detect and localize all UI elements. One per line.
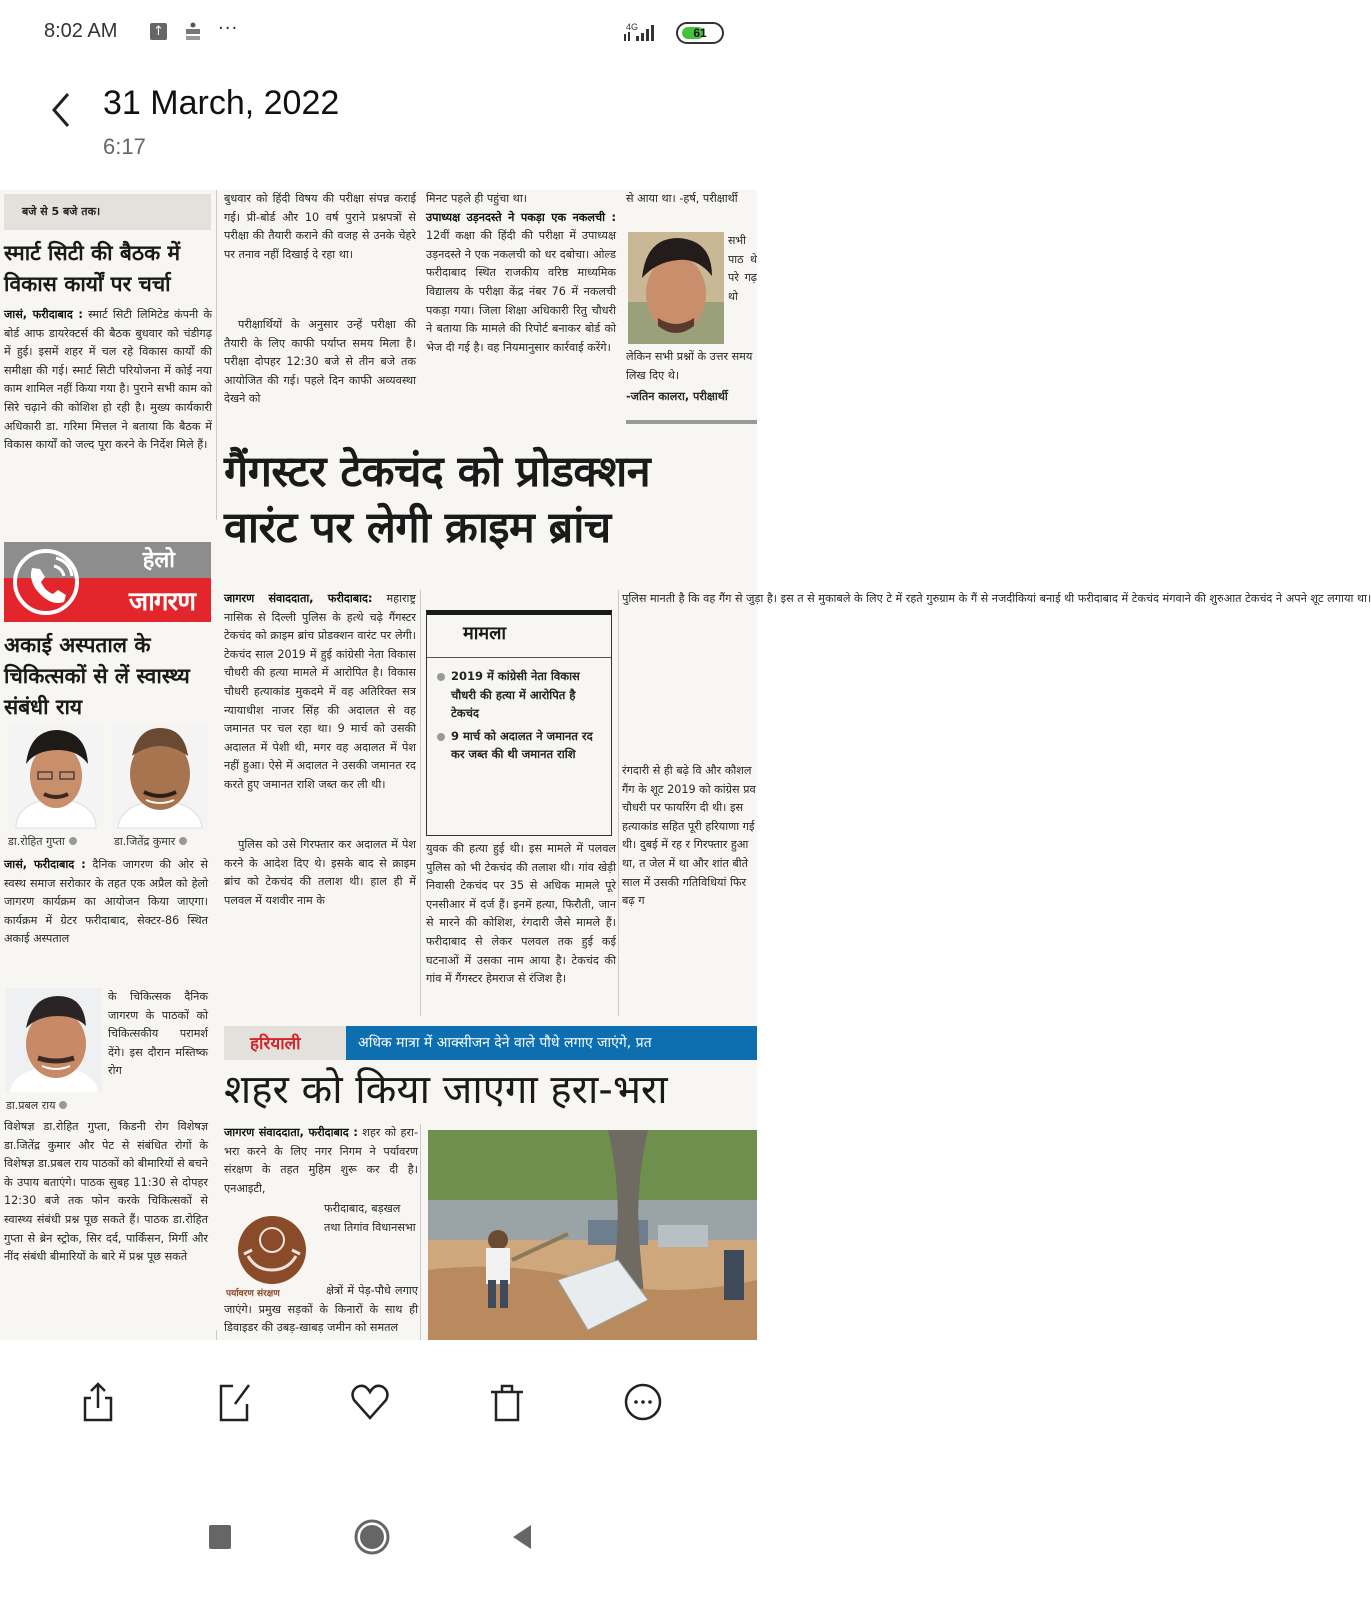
- smart-city-article: [4, 306, 212, 534]
- doctor-photo-prabal: [6, 988, 102, 1092]
- app-header: [0, 66, 757, 178]
- gangster-article-col3-p2: रंगदारी से ही बढ़े वि और कौशल गैंग के शूट 2019 को कांग्रेस प्रव चौधरी पर फायरिंग दी थी। इस हत्याकांड सहित पूरी हरियाणा गई थी। दुबई में रह र गिरफ्तार हुआ था, त जेल में था और शांत बीते साल में उसकी गतिविधियां फिर बढ़ ग: [622, 764, 756, 908]
- caption-rohit: डा.रोहित गुप्ता: [8, 834, 77, 849]
- plantation-photo: [428, 1130, 757, 1340]
- favorite-button[interactable]: [340, 1372, 400, 1432]
- edit-icon: [215, 1380, 255, 1424]
- hello-jagran-article-cont: विशेषज्ञ डा.रोहित गुप्ता, किडनी रोग विशेषज्ञ डा.जितेंद्र कुमार और पेट से संबंधित रोगों के विशेषज्ञ डा.प्रबल राय पाठकों को बीमारियों से बचने के उपाय बताएंगे। पाठक सुबह 11:30 से दोपहर 12:30 बजे तक फोन करके चिकित्सकों से स्वास्थ्य संबंधी प्रश्न पूछ सकते हैं। पाठक डा.रोहित गुप्ता से ब्रेन स्ट्रोक, सिर दर्द, पार्किंसन, मिर्गी और नींद संबंधी बीमारियों के बारे में प्रश्न पूछ सकते: [4, 1120, 208, 1264]
- gangster-dateline: जागरण संवाददाता, फरीदाबाद:: [224, 592, 373, 605]
- newspaper-app-icon: [183, 22, 203, 42]
- green-article-wrap: फरीदाबाद, बड़खल तथा तिगांव विधानसभा: [324, 1202, 416, 1234]
- battery-icon: [676, 22, 724, 44]
- gangster-article-col2: युवक की हत्या हुई थी। इस मामले में पलवल पुलिस को भी टेकचंद की तलाश थी। गांव खेड़ी निवासी टेकचंद पर 35 से अधिक मामले पूरे एनसीआर में दर्ज हैं। इनमें हत्या, फिरौती, जान से मारने की कोशिश, रंगदारी जैसे मामले हैं। फरीदाबाद से लेकर पलवल तक हुई कई घटनाओं में उसका नाम आया है। टेकचंद की गांव में गैंगस्टर हेमराज से रंजिश है।: [426, 842, 616, 986]
- student-photo-jatin: [628, 232, 724, 344]
- status-time: 8:02 AM: [44, 20, 118, 42]
- jagran-label: जागरण: [128, 587, 195, 617]
- back-button[interactable]: [44, 88, 80, 132]
- triangle-back-icon: [507, 1522, 537, 1552]
- byline-jatin: -जतिन कालरा, परीक्षार्थी: [626, 390, 728, 403]
- hello-body-1: दैनिक जागरण की ओर से स्वस्थ समाज सरोकार के तहत एक अप्रैल को हेलो जागरण कार्यक्रम का आयोजन किया जाएगा। कार्यक्रम में ग्रेटर फरीदाबाद, सेक्टर-86 स्थित अकाई अस्पताल: [4, 858, 208, 946]
- timing-note: बजे से 5 बजे तक।: [4, 194, 211, 230]
- phone-icon: [10, 546, 88, 618]
- system-nav-bar: [0, 1490, 757, 1600]
- green-headline: शहर को किया जाएगा हरा-भरा: [224, 1067, 668, 1113]
- chevron-left-icon: [44, 88, 80, 132]
- gangster-article-col1-p2: पुलिस को उसे गिरफ्तार कर अदालत में पेश करने के आदेश दिए थे। इसके बाद से क्राइम ब्रांच को टेकचंद की तलाश थी। हाल ही में पलवल में यशवीर नाम के: [224, 838, 416, 907]
- trash-icon: [487, 1380, 527, 1424]
- doctor-photo-rohit: [8, 726, 103, 828]
- home-button[interactable]: [347, 1512, 397, 1562]
- hello-label: हेलो: [142, 548, 175, 573]
- battery-level: 61: [693, 26, 707, 40]
- green-article: जागरण संवाददाता, फरीदाबाद : शहर को हरा-भरा करने के लिए नगर निगम ने पर्यावरण संरक्षण के तहत मुहिम शुरू कर दी है। एनआइटी,: [224, 1126, 418, 1195]
- green-article-cont: क्षेत्रों में पेड़-पौधे लगाए जाएंगे। प्रमुख सड़कों के किनारों के साथ ही डिवाइडर की उबड़-खाबड़ जमीन को समतल: [224, 1284, 418, 1335]
- main-headline: गैंगस्टर टेकचंद को प्रोडक्शन वारंट पर लेगी क्राइम ब्रांच: [224, 447, 651, 553]
- share-icon: [78, 1380, 118, 1424]
- gangster-article-col3: पुलिस मानती है कि वह गैंग से जुड़ा है। इस त से मुकाबले के लिए टे में रहते गुरुग्राम के गैं से नजदीकियां बनाई थी फरीदाबाद में टेकचंद मंगवाने की शुरुआत टेकचंद ने अपने शूट लगाया था।: [622, 592, 1371, 605]
- green-dateline: जागरण संवाददाता, फरीदाबाद :: [224, 1126, 358, 1139]
- exam-article-col2: बुधवार को हिंदी विषय की परीक्षा संपन्न कराई गई। प्री-बोर्ड और 10 वर्ष पुराने प्रश्नपत्रों से परीक्षा की तैयारी कराने की वजह से उनके चेहरे पर तनाव नहीं दिखाई दे रहा था।: [224, 192, 416, 261]
- network-type: 4G: [626, 22, 639, 32]
- case-item: 9 मार्च को अदालत ने जमानत रद कर जब्त की थी जमानत राशि: [437, 727, 607, 764]
- photo-action-toolbar: [0, 1340, 757, 1490]
- caption-prabal: डा.प्रबल राय: [6, 1098, 67, 1113]
- circle-icon: [352, 1517, 392, 1557]
- hello-jagran-banner: [4, 542, 211, 622]
- quote-harsh: से आया था। -हर्ष, परीक्षार्थी: [626, 192, 738, 205]
- quote-jatin-side: सभी पाठ थे परे गढ़ थो: [728, 234, 757, 303]
- newspaper-page: [0, 190, 1371, 1340]
- smart-city-headline: स्मार्ट सिटी की बैठक में विकास कार्यों पर चर्चा: [4, 241, 181, 296]
- hospital-headline: अकाई अस्पताल के चिकित्सकों से लें स्वास्थ्य संबंधी राय: [4, 633, 190, 719]
- environment-protection-logo: [226, 1214, 318, 1286]
- status-bar: [0, 0, 757, 66]
- hariyali-banner: [224, 1026, 757, 1060]
- quote-jatin: लेकिन सभी प्रश्नों के उत्तर समय लिख दिए थे।: [626, 350, 753, 382]
- hello-jagran-article-wrap: के चिकित्सक दैनिक जागरण के पाठकों को चिकित्सकीय परामर्श देंगे। इस दौरान मस्तिष्क रोग: [108, 990, 208, 1078]
- heart-icon: [348, 1380, 392, 1424]
- exam-article-col2-p2: परीक्षार्थियों के अनुसार उन्हें परीक्षा की तैयारी के लिए काफी पर्याप्त समय मिला है। परीक्षा दोपहर 12:30 बजे से तीन बजे तक आयोजित की गई। पहले दिन काफी अव्यवस्था देखने को: [224, 318, 416, 406]
- case-item: 2019 में कांग्रेसी नेता विकास चौधरी की हत्या में आरोपित है टेकचंद: [437, 667, 607, 723]
- environment-logo-label: पर्यावरण संरक्षण: [226, 1289, 280, 1299]
- cheating-subhead: उपाध्यक्ष उड़नदस्ते ने पकड़ा एक नकलची :: [426, 210, 616, 224]
- doctor-photo-jitendra: [112, 726, 208, 828]
- hariyali-strip: अधिक मात्रा में आक्सीजन देने वाले पौधे लगाए जाएंगे, प्रत: [346, 1026, 757, 1060]
- more-circle-icon: [621, 1380, 665, 1424]
- signal-icon: [622, 21, 664, 43]
- more-button[interactable]: [613, 1372, 673, 1432]
- caption-jitendra: डा.जितेंद्र कुमार: [114, 834, 187, 849]
- smart-city-body: स्मार्ट सिटी लिमिटेड कंपनी के बोर्ड आफ डायरेक्टर्स की बैठक बुधवार को चंडीगढ़ में हुई। इसमें शहर में चल रहे विकास कार्यों की समीक्षा की गई। स्मार्ट सिटी परियोजना में कोई नया काम शामिल नहीं किया गया है। पुराने सभी काम को सिरे चढ़ाने की कोशिश हो रही है। मुख्य कार्यकारी अधिकारी डा. गरिमा मित्तल ने बताया कि बैठक में विकास कार्यों को जल्द पूरा करने के निर्देश मिले हैं।: [4, 308, 212, 452]
- hello-jagran-article: [4, 856, 208, 986]
- recents-button[interactable]: [195, 1512, 245, 1562]
- hariyali-tag: हरियाली: [224, 1026, 346, 1060]
- case-summary-box: [426, 610, 612, 836]
- share-button[interactable]: [68, 1372, 128, 1432]
- page-subtitle-time: 6:17: [103, 134, 146, 159]
- page-title: 31 March, 2022: [103, 84, 340, 122]
- smart-city-dateline: जासं, फरीदाबाद :: [4, 308, 83, 321]
- upload-icon: ↑: [150, 23, 167, 40]
- image-viewer[interactable]: [0, 190, 1371, 1340]
- exam-article-col3: मिनट पहले ही पहुंचा था। उपाध्यक्ष उड़नदस्ते ने पकड़ा एक नकलची : 12वीं कक्षा की हिंदी की परीक्षा में उपाध्यक्ष उड़नदस्ते ने एक नकलची को धर दबोचा। ओल्ड फरीदाबाद स्थित राजकीय वरिष्ठ माध्यमिक विद्यालय के परीक्षा केंद्र नंबर 76 में नकलची पकड़ा गया। जिला शिक्षा अधिकारी रितु चौधरी ने बताया कि मामले की रिपोर्ट बनाकर बोर्ड को भेज दी गई है। वह नियमानुसार कार्रवाई करेंगे।: [426, 192, 616, 354]
- back-nav-button[interactable]: [497, 1512, 547, 1562]
- case-box-title: मामला: [463, 623, 507, 644]
- edit-button[interactable]: [205, 1372, 265, 1432]
- more-notifications-icon: ···: [218, 18, 239, 39]
- hello-dateline: जासं, फरीदाबाद :: [4, 858, 86, 871]
- square-icon: [205, 1522, 235, 1552]
- gangster-article-col1: जागरण संवाददाता, फरीदाबाद: महाराष्ट्र नासिक से दिल्ली पुलिस के हत्थे चढ़े गैंगस्टर टेकचंद को क्राइम ब्रांच प्रोडक्शन वारंट पर लेगी। टेकचंद साल 2019 में हुई कांग्रेसी नेता विकास चौधरी की हत्या मामले में आरोपित है। विकास चौधरी हत्याकांड मुकदमे में वह अतिरिक्त सत्र न्यायाधीश नाजर सिंह की अदालत से वह जमानत पर चल रहा था। 9 मार्च को उसकी अदालत में पेशी थी, मगर वह अदालत में पेश नहीं हुआ। ऐसे में अदालत ने उसकी जमानत रद करते हुए जमानत राशि जब्त कर ली थी।: [224, 592, 416, 791]
- delete-button[interactable]: [477, 1372, 537, 1432]
